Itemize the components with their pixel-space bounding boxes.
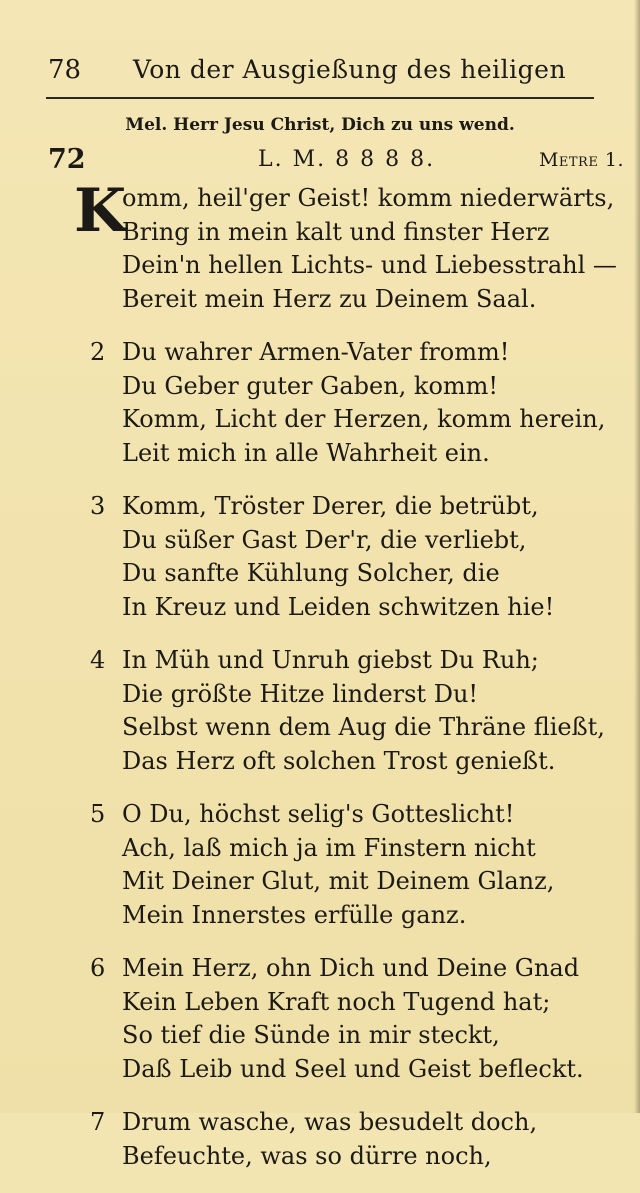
stanza-1 — [0, 176, 640, 316]
verse-line: Das Herz oft solchen Trost genießt. — [122, 746, 556, 775]
verse-line: Mein Herz, ohn Dich und Deine Gnad — [122, 954, 580, 982]
verse-line: Daß Leib und Seel und Geist befleckt. — [122, 1054, 584, 1083]
verse-line: Mein Innerstes erfülle ganz. — [122, 900, 467, 929]
verse-line: Du wahrer Armen-Vater fromm! — [122, 338, 510, 366]
running-head — [48, 52, 608, 92]
stanza-3 — [0, 490, 640, 624]
verse-line: Mit Deiner Glut, mit Deinem Glanz, — [122, 867, 555, 895]
verse-line: Drum wasche, was besudelt doch, — [122, 1108, 538, 1136]
stanza-4 — [0, 644, 640, 778]
verse-line: Komm, Licht der Herzen, komm herein, — [122, 405, 606, 433]
verse-line: Komm, Tröster Derer, die betrübt, — [122, 492, 539, 520]
verse-line: Leit mich in alle Wahrheit ein. — [122, 438, 490, 467]
verse-line: In Müh und Unruh giebst Du Ruh; — [122, 646, 539, 674]
verse-line: Du Geber guter Gaben, komm! — [122, 371, 499, 400]
drop-cap: K — [74, 176, 127, 246]
stanza-number: 3 — [90, 492, 106, 520]
stanza-number: 6 — [90, 954, 106, 982]
stanza-5 — [0, 798, 640, 932]
verse-line: So tief die Sünde in mir steckt, — [122, 1021, 500, 1049]
verse-line: Ach, laß mich ja im Finstern nicht — [122, 833, 536, 862]
page-number: 78 — [48, 55, 82, 85]
running-title: Von der Ausgießung des heiligen — [133, 55, 567, 84]
hymn-text — [0, 176, 640, 1193]
verse-line: Bring in mein kalt und finster Herz — [122, 217, 550, 246]
verse-line: Kein Leben Kraft noch Tugend hat; — [122, 987, 551, 1016]
verse-line: O Du, höchst selig's Gotteslicht! — [122, 800, 515, 828]
verse-line: Du süßer Gast Der'r, die verliebt, — [122, 525, 527, 554]
verse-line: In Kreuz und Leiden schwitzen hie! — [122, 592, 555, 621]
header-rule — [46, 97, 594, 99]
stanza-7 — [0, 1106, 640, 1173]
stanza-number: 7 — [90, 1108, 106, 1136]
verse-line: Selbst wenn dem Aug die Thräne fließt, — [122, 713, 605, 741]
melody-line: Mel. Herr Jesu Christ, Dich zu uns wend. — [125, 115, 515, 135]
verse-line: omm, heil'ger Geist! komm niederwärts, — [122, 184, 615, 212]
stanza-number: 5 — [90, 800, 106, 828]
stanza-2 — [0, 336, 640, 470]
hymn-number: 72 — [48, 144, 86, 175]
verse-line: Du sanfte Kühlung Solcher, die — [122, 559, 500, 587]
meter-label: Metre 1. — [538, 149, 624, 171]
verse-line: Die größte Hitze linderst Du! — [122, 679, 479, 708]
verse-line: Befeuchte, was so dürre noch, — [122, 1141, 492, 1170]
stanza-number: 4 — [90, 646, 106, 674]
meter-code: L. M. 8 8 8 8. — [258, 147, 436, 172]
verse-line: Dein'n hellen Lichts- und Liebesstrahl — — [122, 251, 617, 279]
stanza-number: 2 — [90, 338, 106, 366]
stanza-6 — [0, 952, 640, 1086]
hymn-header — [48, 142, 624, 180]
verse-line: Bereit mein Herz zu Deinem Saal. — [122, 284, 537, 313]
